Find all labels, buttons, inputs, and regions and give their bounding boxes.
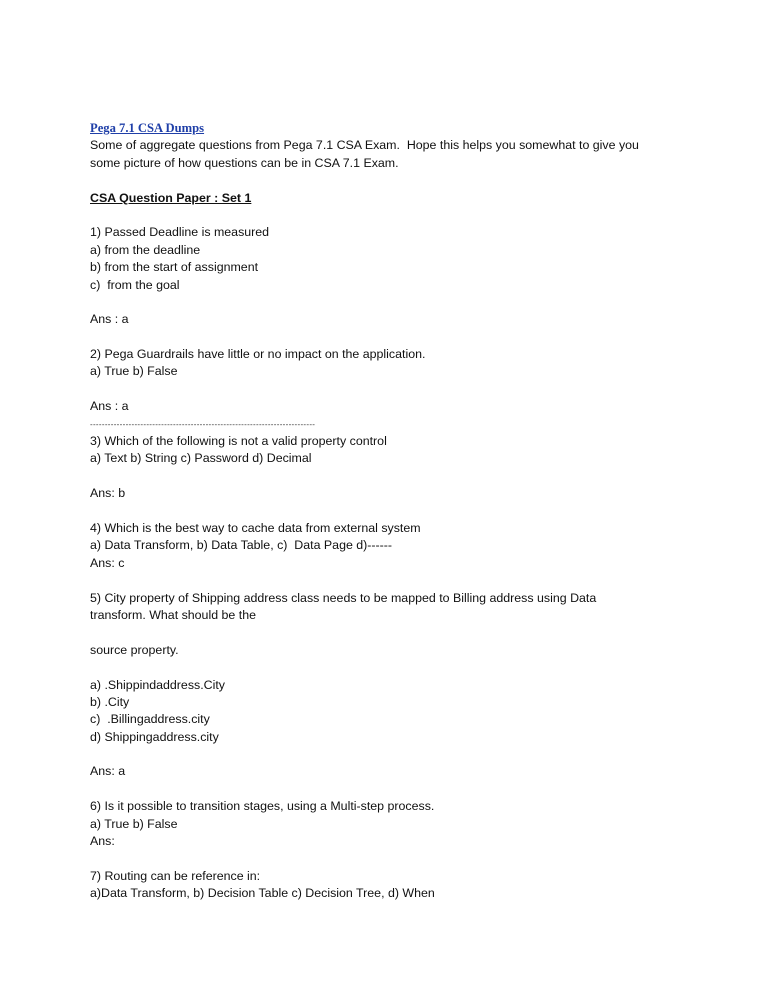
spacer [90,172,690,189]
question-block-5 [90,590,690,799]
document-page [90,120,690,903]
spacer [90,572,690,589]
spacer [90,468,690,485]
question-block-2 [90,346,690,416]
answer-option: b) .City [90,694,130,709]
spacer [90,781,690,798]
answer-option: a)Data Transform, b) Decision Table c) Decision Tree, d) When [90,886,435,901]
answer-option: a) Data Transform, b) Data Table, c) Data Page d)------ [90,538,393,553]
spacer [90,746,690,763]
answer-option: c) from the goal [90,277,180,292]
set-heading: CSA Question Paper : Set 1 [90,190,252,205]
spacer [90,329,690,346]
answer-option: c) .Billingaddress.city [90,712,210,727]
question-block-1 [90,224,690,346]
answer-option: d) Shippingaddress.city [90,729,219,744]
intro-line: some picture of how questions can be in CSA 7.1 Exam. [90,155,399,170]
spacer [90,850,690,867]
spacer [90,503,690,520]
answer-key: Ans: a [90,764,126,779]
question-text: 3) Which of the following is not a valid property control [90,434,387,449]
question-text: 6) Is it possible to transition stages, using a Multi-step process. [90,799,435,814]
answer-key: Ans: b [90,486,126,501]
spacer [90,624,690,641]
question-text: source property. [90,642,179,657]
question-text: 2) Pega Guardrails have little or no impact on the application. [90,347,426,362]
question-block-6 [90,798,690,868]
dashed-separator: ---------------------------------------------------------------------------- [90,419,316,429]
answer-option: a) True b) False [90,364,178,379]
spacer [90,207,690,224]
answer-option: a) from the deadline [90,242,201,257]
document-title: Pega 7.1 CSA Dumps [90,121,205,135]
spacer [90,659,690,676]
question-block-7 [90,868,690,903]
answer-option: a) .Shippindaddress.City [90,677,225,692]
answer-option: a) Text b) String c) Password d) Decimal [90,451,312,466]
question-text: 4) Which is the best way to cache data from external system [90,520,421,535]
question-block-4 [90,520,690,590]
question-text: 7) Routing can be reference in: [90,868,261,883]
question-block-3 [90,433,690,520]
question-text: transform. What should be the [90,607,256,622]
answer-key: Ans : a [90,399,129,414]
answer-key: Ans: [90,834,115,849]
question-text: 1) Passed Deadline is measured [90,225,270,240]
answer-key: Ans : a [90,312,129,327]
answer-key: Ans: c [90,555,125,570]
spacer [90,294,690,311]
spacer [90,381,690,398]
question-text: 5) City property of Shipping address class needs to be mapped to Billing address using Data [90,590,597,605]
intro-line: Some of aggregate questions from Pega 7.1 CSA Exam. Hope this helps you somewhat to give you [90,138,639,153]
answer-option: b) from the start of assignment [90,260,259,275]
answer-option: a) True b) False [90,816,178,831]
